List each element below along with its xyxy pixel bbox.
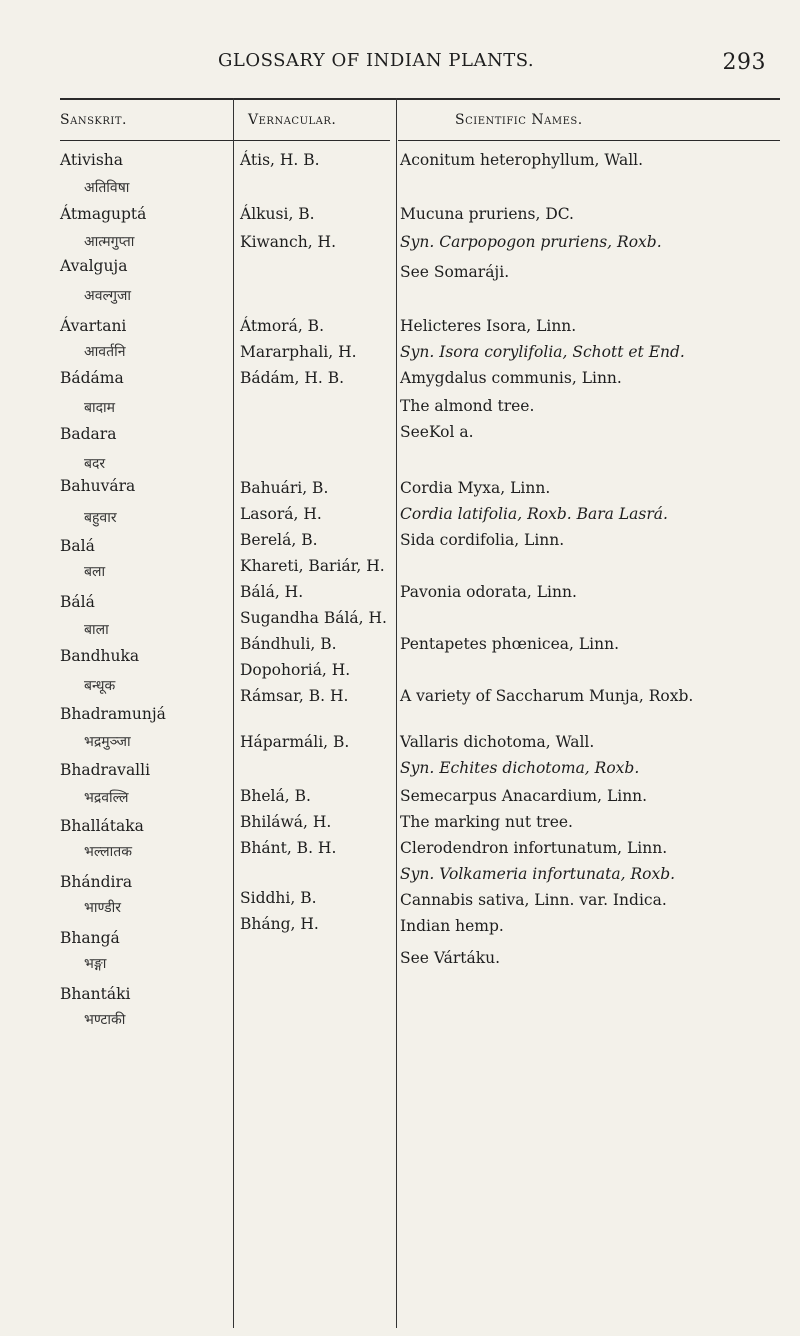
sanskrit-entry: भद्रवल्लि — [84, 790, 129, 806]
scientific-entry: Vallaris dichotoma, Wall. — [400, 733, 595, 751]
scientific-entry: Clerodendron infortunatum, Linn. — [400, 839, 668, 857]
sanskrit-entry: Bahuvára — [60, 477, 136, 495]
vernacular-entry: Rámsar, B. H. — [240, 687, 349, 705]
sanskrit-entry: Bhándira — [60, 873, 133, 891]
scientific-entry: The marking nut tree. — [400, 813, 573, 831]
sanskrit-entry: Ativisha — [60, 151, 123, 169]
sanskrit-entry: भद्रमुञ्जा — [84, 734, 131, 750]
scientific-entry: A variety of Saccharum Munja, Roxb. — [400, 687, 694, 705]
scientific-entry: See Vártáku. — [400, 949, 501, 967]
vernacular-entry: Álkusi, B. — [240, 205, 315, 223]
scientific-entry: Aconitum heterophyllum, Wall. — [400, 151, 644, 169]
scientific-entry: Mucuna pruriens, DC. — [400, 205, 574, 223]
column-header-sanskrit: Sanskrit. — [60, 112, 127, 128]
sanskrit-entry: बला — [84, 564, 106, 580]
sanskrit-entry: Balá — [60, 537, 95, 555]
running-header-title: GLOSSARY OF INDIAN PLANTS. — [218, 50, 535, 71]
vernacular-entry: Átmorá, B. — [240, 317, 325, 335]
scientific-entry: Pavonia odorata, Linn. — [400, 583, 577, 601]
sanskrit-entry: Bandhuka — [60, 647, 140, 665]
sanskrit-entry: आवर्तनि — [84, 344, 126, 360]
scientific-entry: Indian hemp. — [400, 917, 504, 935]
vernacular-entry: Háparmáli, B. — [240, 733, 350, 751]
scientific-entry: Cordia latifolia, Roxb. Bara Lasrá. — [400, 505, 668, 523]
sanskrit-entry: भल्लातक — [84, 844, 133, 860]
vernacular-entry: Bálá, H. — [240, 583, 304, 601]
sanskrit-entry: Átmaguptá — [60, 205, 147, 223]
vernacular-entry: Mararphali, H. — [240, 343, 357, 361]
scientific-entry: Syn. Carpopogon pruriens, Roxb. — [400, 233, 662, 251]
scientific-entry: SeeKol a. — [400, 423, 474, 441]
sanskrit-entry: बदर — [84, 456, 106, 472]
sanskrit-entry: Bhantáki — [60, 985, 131, 1003]
scientific-entry: Cordia Myxa, Linn. — [400, 479, 551, 497]
vernacular-entry: Átis, H. B. — [240, 151, 320, 169]
sanskrit-entry: Bádáma — [60, 369, 124, 387]
sanskrit-entry: बादाम — [84, 400, 116, 416]
scientific-entry: Semecarpus Anacardium, Linn. — [400, 787, 648, 805]
sanskrit-entry: Avalguja — [60, 257, 128, 275]
scientific-entry: Pentapetes phœnicea, Linn. — [400, 635, 619, 653]
scientific-entry: Syn. Isora corylifolia, Schott et End. — [400, 343, 685, 361]
sanskrit-entry: भण्टाकी — [84, 1012, 126, 1028]
sanskrit-entry: Ávartani — [60, 317, 127, 335]
scientific-entry: Syn. Volkameria infortunata, Roxb. — [400, 865, 676, 883]
sanskrit-entry: बहुवार — [84, 510, 117, 526]
vernacular-entry: Bhánt, B. H. — [240, 839, 337, 857]
sanskrit-entry: Bálá — [60, 593, 95, 611]
sanskrit-entry: अवल्गुजा — [84, 288, 132, 304]
vernacular-entry: Berelá, B. — [240, 531, 318, 549]
sanskrit-entry: अतिविषा — [84, 180, 130, 196]
vernacular-entry: Bhiláwá, H. — [240, 813, 332, 831]
column-header-vernacular: Vernacular. — [248, 112, 337, 128]
sanskrit-entry: बन्धूक — [84, 678, 116, 694]
vernacular-entry: Bádám, H. B. — [240, 369, 345, 387]
sanskrit-entry: बाला — [84, 622, 109, 638]
vernacular-entry: Siddhi, B. — [240, 889, 317, 907]
sanskrit-entry: Bhallátaka — [60, 817, 144, 835]
sanskrit-entry: Badara — [60, 425, 117, 443]
sanskrit-entry: भाण्डीर — [84, 900, 121, 916]
sanskrit-entry: भङ्गा — [84, 956, 107, 972]
scientific-entry: The almond tree. — [400, 397, 535, 415]
vernacular-entry: Sugandha Bálá, H. — [240, 609, 387, 627]
vernacular-entry: Bahuári, B. — [240, 479, 329, 497]
sanskrit-entry: Bhadravalli — [60, 761, 151, 779]
scientific-entry: Helicteres Isora, Linn. — [400, 317, 577, 335]
scientific-entry: Amygdalus communis, Linn. — [400, 369, 622, 387]
page-number: 293 — [722, 50, 766, 75]
sanskrit-entry: आत्मगुप्ता — [84, 234, 135, 250]
scientific-entry: Syn. Echites dichotoma, Roxb. — [400, 759, 640, 777]
vernacular-entry: Khareti, Bariár, H. — [240, 557, 385, 575]
vernacular-entry: Lasorá, H. — [240, 505, 322, 523]
vernacular-entry: Bhelá, B. — [240, 787, 311, 805]
vernacular-entry: Bándhuli, B. — [240, 635, 337, 653]
sanskrit-entry: Bhadramunjá — [60, 705, 166, 723]
vernacular-entry: Bháng, H. — [240, 915, 319, 933]
sanskrit-entry: Bhangá — [60, 929, 120, 947]
vernacular-entry: Dopohoriá, H. — [240, 661, 351, 679]
column-header-scientific: Scientific Names. — [455, 112, 583, 128]
vernacular-entry: Kiwanch, H. — [240, 233, 336, 251]
scientific-entry: Sida cordifolia, Linn. — [400, 531, 565, 549]
scientific-entry: Cannabis sativa, Linn. var. Indica. — [400, 891, 667, 909]
scientific-entry: See Somaráji. — [400, 263, 510, 281]
